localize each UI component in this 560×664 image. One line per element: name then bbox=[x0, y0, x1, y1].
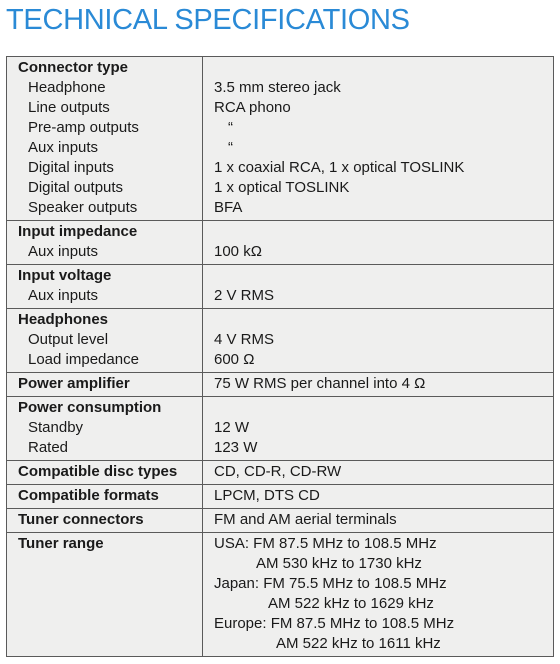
spec-value: 12 W bbox=[214, 419, 250, 436]
spec-value: AM 522 kHz to 1629 kHz bbox=[268, 595, 434, 612]
spec-table bbox=[6, 56, 554, 657]
spec-heading: Tuner range bbox=[18, 535, 104, 552]
spec-value: CD, CD-R, CD-RW bbox=[214, 463, 342, 480]
spec-label: Line outputs bbox=[28, 99, 110, 116]
spec-label: Aux inputs bbox=[28, 243, 99, 260]
spec-value: 1 x optical TOSLINK bbox=[214, 179, 350, 196]
spec-value-ditto: “ bbox=[228, 139, 233, 156]
spec-heading: Compatible disc types bbox=[18, 463, 178, 480]
spec-label: Speaker outputs bbox=[28, 199, 138, 216]
spec-label: Pre-amp outputs bbox=[28, 119, 139, 136]
spec-value: RCA phono bbox=[214, 99, 291, 116]
spec-heading: Input voltage bbox=[18, 267, 112, 284]
spec-value-ditto: “ bbox=[228, 119, 233, 136]
spec-heading: Connector type bbox=[18, 59, 129, 76]
spec-value: 123 W bbox=[214, 439, 258, 456]
spec-value: Japan: FM 75.5 MHz to 108.5 MHz bbox=[214, 575, 447, 592]
spec-row-tuner-connectors bbox=[7, 509, 554, 533]
spec-value: BFA bbox=[214, 199, 243, 216]
spec-label: Aux inputs bbox=[28, 287, 99, 304]
spec-label: Aux inputs bbox=[28, 139, 99, 156]
spec-row-connector-type bbox=[7, 57, 554, 221]
spec-heading: Headphones bbox=[18, 311, 109, 328]
spec-row-input-voltage bbox=[7, 265, 554, 309]
spec-row-input-impedance bbox=[7, 221, 554, 265]
spec-row-compatible-disc-types bbox=[7, 461, 554, 485]
spec-label: Digital outputs bbox=[28, 179, 124, 196]
spec-value: 100 kΩ bbox=[214, 243, 262, 260]
spec-value: 3.5 mm stereo jack bbox=[214, 79, 341, 96]
spec-label: Load impedance bbox=[28, 351, 139, 368]
spec-value: AM 530 kHz to 1730 kHz bbox=[256, 555, 422, 572]
spec-value: USA: FM 87.5 MHz to 108.5 MHz bbox=[214, 535, 437, 552]
spec-value: Europe: FM 87.5 MHz to 108.5 MHz bbox=[214, 615, 455, 632]
spec-row-tuner-range bbox=[7, 533, 554, 657]
spec-value: 1 x coaxial RCA, 1 x optical TOSLINK bbox=[214, 159, 465, 176]
spec-value: 75 W RMS per channel into 4 Ω bbox=[214, 375, 426, 392]
spec-heading: Input impedance bbox=[18, 223, 138, 240]
spec-value: AM 522 kHz to 1611 kHz bbox=[276, 635, 441, 652]
spec-label: Standby bbox=[28, 419, 84, 436]
spec-value: FM and AM aerial terminals bbox=[214, 511, 397, 528]
spec-heading: Tuner connectors bbox=[18, 511, 144, 528]
spec-row-headphones bbox=[7, 309, 554, 373]
spec-row-power-consumption bbox=[7, 397, 554, 461]
spec-heading: Power consumption bbox=[18, 399, 162, 416]
spec-row-power-amplifier bbox=[7, 373, 554, 397]
spec-value: 2 V RMS bbox=[214, 287, 275, 304]
spec-label: Rated bbox=[28, 439, 69, 456]
spec-label: Headphone bbox=[28, 79, 106, 96]
spec-label: Output level bbox=[28, 331, 109, 348]
spec-heading: Power amplifier bbox=[18, 375, 130, 392]
spec-label: Digital inputs bbox=[28, 159, 114, 176]
spec-value: LPCM, DTS CD bbox=[214, 487, 320, 504]
page-title: TECHNICAL SPECIFICATIONS bbox=[6, 4, 410, 36]
spec-heading: Compatible formats bbox=[18, 487, 159, 504]
spec-row-compatible-formats bbox=[7, 485, 554, 509]
spec-value: 4 V RMS bbox=[214, 331, 275, 348]
spec-value: 600 Ω bbox=[214, 351, 255, 368]
